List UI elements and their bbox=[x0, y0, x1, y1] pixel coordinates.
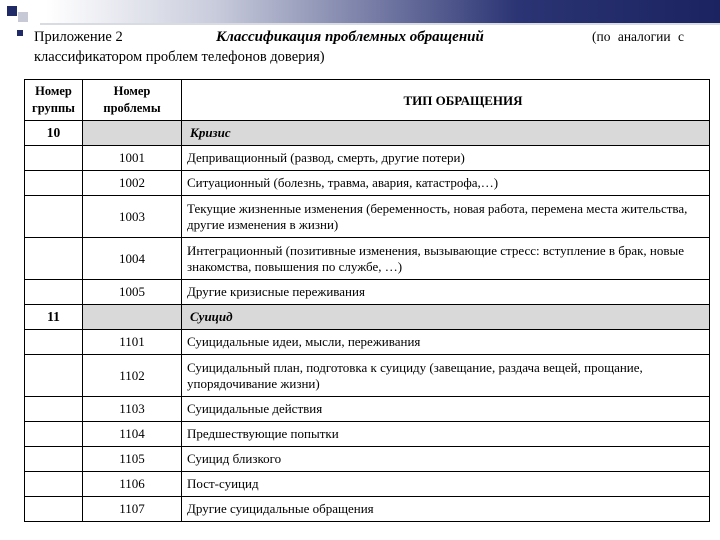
group-name: Кризис bbox=[182, 121, 710, 146]
problem-description: Суицид близкого bbox=[182, 447, 710, 472]
problem-description: Другие кризисные переживания bbox=[182, 280, 710, 305]
problem-description: Суицидальный план, подготовка к суициду (завещание, раздача вещей, прощание, упорядочивание жизни) bbox=[182, 355, 710, 397]
table-row bbox=[25, 447, 710, 472]
table-header-row bbox=[25, 80, 710, 121]
decor-square-dark bbox=[7, 6, 17, 16]
group-row-suicide bbox=[25, 305, 710, 330]
table-row bbox=[25, 472, 710, 497]
problem-description: Предшествующие попытки bbox=[182, 422, 710, 447]
title-note-end: классификатором проблем телефонов доверия) bbox=[34, 49, 325, 65]
table-row bbox=[25, 355, 710, 397]
table-row bbox=[25, 397, 710, 422]
table-row bbox=[25, 146, 710, 171]
group-number: 10 bbox=[25, 121, 83, 146]
decor-divider bbox=[40, 23, 720, 25]
group-spacer-cell bbox=[83, 121, 182, 146]
table-row bbox=[25, 196, 710, 238]
header-problem-number: Номер проблемы bbox=[83, 80, 182, 121]
problem-code: 1004 bbox=[83, 238, 182, 280]
decor-gradient-bar bbox=[46, 0, 720, 23]
table-row bbox=[25, 330, 710, 355]
classification-table bbox=[24, 79, 710, 522]
bullet-icon bbox=[17, 30, 23, 36]
problem-description: Суицидальные идеи, мысли, переживания bbox=[182, 330, 710, 355]
problem-description: Другие суицидальные обращения bbox=[182, 497, 710, 522]
table-row bbox=[25, 497, 710, 522]
appendix-label: Приложение 2 bbox=[34, 29, 123, 45]
header-group-number: Номер группы bbox=[25, 80, 83, 121]
group-name: Суицид bbox=[182, 305, 710, 330]
header-request-type: ТИП ОБРАЩЕНИЯ bbox=[182, 80, 710, 121]
problem-code: 1003 bbox=[83, 196, 182, 238]
problem-code: 1002 bbox=[83, 171, 182, 196]
problem-code: 1103 bbox=[83, 397, 182, 422]
problem-code: 1104 bbox=[83, 422, 182, 447]
problem-code: 1001 bbox=[83, 146, 182, 171]
problem-code: 1107 bbox=[83, 497, 182, 522]
problem-description: Текущие жизненные изменения (беременность, новая работа, перемена места жительства, другие изменения в жизни) bbox=[182, 196, 710, 238]
group-spacer-cell bbox=[83, 305, 182, 330]
decor-square-light bbox=[18, 12, 28, 22]
header-line-1 bbox=[34, 29, 684, 47]
problem-code: 1005 bbox=[83, 280, 182, 305]
title-note-start: (по аналогии с bbox=[591, 29, 684, 44]
problem-code: 1105 bbox=[83, 447, 182, 472]
table-row bbox=[25, 422, 710, 447]
problem-description: Интеграционный (позитивные изменения, вызывающие стресс: вступление в брак, новые знакомства, повышения по службе, …) bbox=[182, 238, 710, 280]
table-row bbox=[25, 238, 710, 280]
table-row bbox=[25, 280, 710, 305]
problem-description: Ситуационный (болезнь, травма, авария, катастрофа,…) bbox=[182, 171, 710, 196]
problem-description: Деприващионный (развод, смерть, другие потери) bbox=[182, 146, 710, 171]
group-row-crisis bbox=[25, 121, 710, 146]
table-row bbox=[25, 171, 710, 196]
problem-code: 1106 bbox=[83, 472, 182, 497]
problem-code: 1102 bbox=[83, 355, 182, 397]
problem-description: Пост-суицид bbox=[182, 472, 710, 497]
group-number: 11 bbox=[25, 305, 83, 330]
problem-description: Суицидальные действия bbox=[182, 397, 710, 422]
document-title: Классификация проблемных обращений bbox=[216, 29, 484, 45]
problem-code: 1101 bbox=[83, 330, 182, 355]
